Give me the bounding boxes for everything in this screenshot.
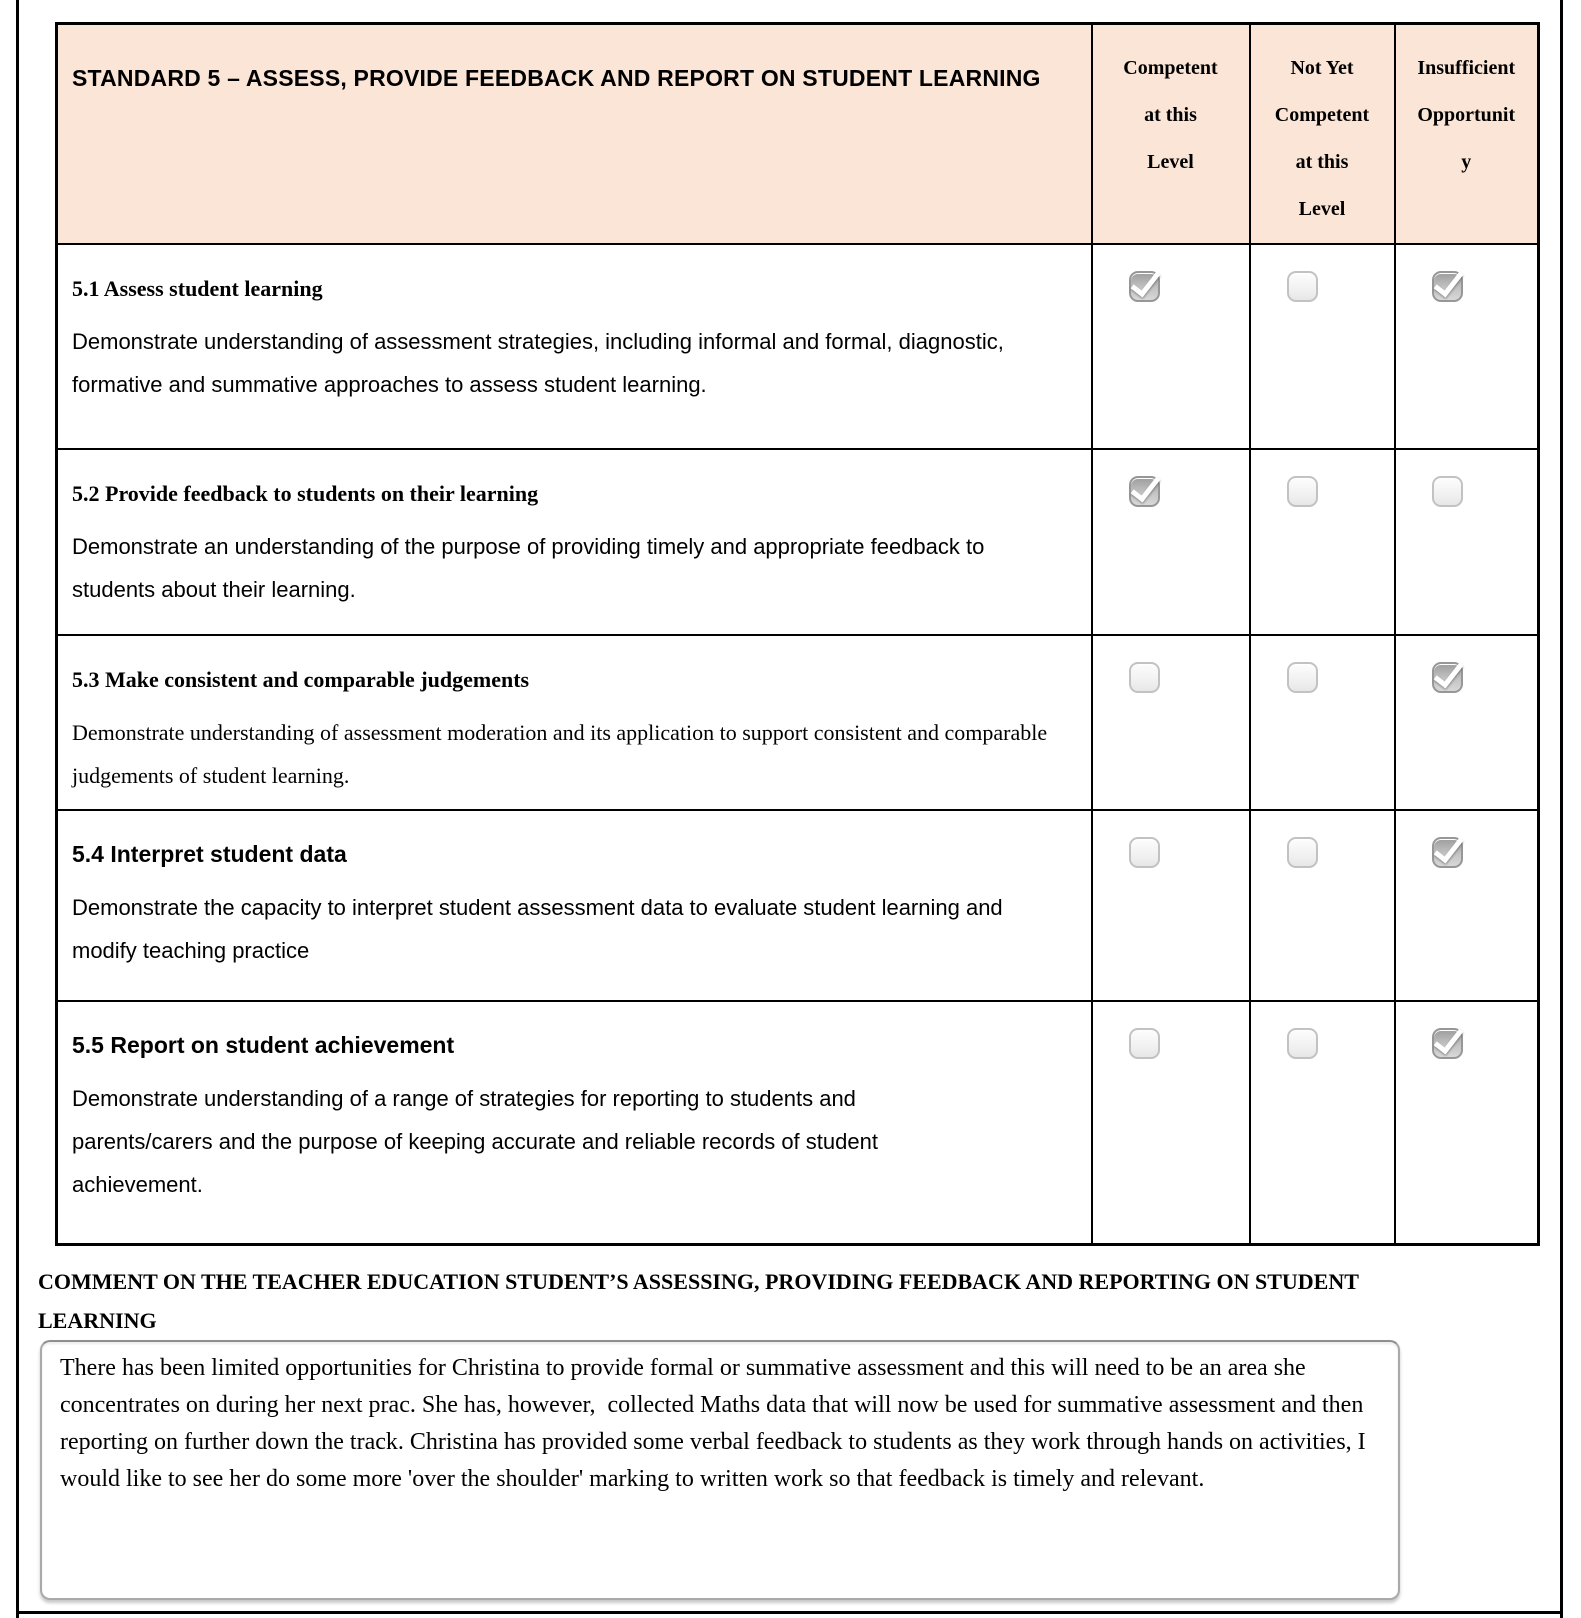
checkbox-insufficient-opportunity[interactable] bbox=[1432, 1028, 1463, 1059]
column-header-line: Competent bbox=[1274, 104, 1370, 126]
criterion-description: Demonstrate understanding of assessment strategies, including informal and formal, diagnostic, formative and summative approaches to assess student learning. bbox=[72, 328, 1004, 397]
column-header-line: Insufficient bbox=[1417, 57, 1516, 79]
column-header-not-yet-competent bbox=[1250, 24, 1395, 244]
checkbox-insufficient-opportunity[interactable] bbox=[1432, 837, 1463, 868]
column-header-line: Not Yet bbox=[1290, 57, 1354, 79]
column-header-line: Competent bbox=[1123, 57, 1218, 79]
criterion-title: 5.3 Make consistent and comparable judgements bbox=[72, 666, 530, 692]
criterion-description: Demonstrate understanding of assessment moderation and its application to support consistent and comparable judgements of student learning. bbox=[72, 719, 1048, 788]
page-edge-left bbox=[16, 0, 19, 1618]
criterion-description: Demonstrate understanding of a range of strategies for reporting to students and parents/carers and the purpose of keeping accurate and reliable records of student achievement. bbox=[72, 1085, 878, 1197]
checkbox-insufficient-opportunity[interactable] bbox=[1432, 476, 1463, 507]
column-header-line: at this bbox=[1295, 151, 1349, 173]
checkbox-not-yet-competent[interactable] bbox=[1287, 476, 1318, 507]
criterion-description: Demonstrate the capacity to interpret student assessment data to evaluate student learning and modify teaching practice bbox=[72, 894, 1003, 963]
standard5-rubric-table bbox=[55, 22, 1540, 1246]
table-row-5-1 bbox=[57, 244, 1539, 449]
table-title: STANDARD 5 – ASSESS, PROVIDE FEEDBACK AND REPORT ON STUDENT LEARNING bbox=[57, 24, 1092, 244]
comment-textarea[interactable]: There has been limited opportunities for Christina to provide formal or summative assessment and this will need to be an area she concentrates on during her next prac. She has, however, collected Maths data that will now be used for summative assessment and then reporting on further down the track. Christina has provided some verbal feedback to students as they work through hands on activities, I would like to see her do some more 'over the shoulder' marking to written work so that feedback is timely and relevant. bbox=[40, 1340, 1400, 1600]
checkbox-not-yet-competent[interactable] bbox=[1287, 837, 1318, 868]
checkbox-not-yet-competent[interactable] bbox=[1287, 1028, 1318, 1059]
checkbox-not-yet-competent[interactable] bbox=[1287, 271, 1318, 302]
criterion-title: 5.2 Provide feedback to students on their learning bbox=[72, 480, 539, 506]
column-header-competent bbox=[1092, 24, 1250, 244]
checkbox-competent[interactable] bbox=[1129, 476, 1160, 507]
checkbox-competent[interactable] bbox=[1129, 1028, 1160, 1059]
page-edge-right bbox=[1560, 0, 1563, 1618]
table-row-5-3 bbox=[57, 635, 1539, 810]
table-row-5-5 bbox=[57, 1001, 1539, 1245]
column-header-insufficient-opportunity bbox=[1395, 24, 1539, 244]
criterion-title: 5.5 Report on student achievement bbox=[72, 1031, 455, 1058]
column-header-line: at this bbox=[1144, 104, 1197, 126]
table-row-5-4 bbox=[57, 810, 1539, 1001]
column-header-line: y bbox=[1461, 151, 1472, 173]
table-row-5-2 bbox=[57, 449, 1539, 635]
criterion-description: Demonstrate an understanding of the purpose of providing timely and appropriate feedback to students about their learning. bbox=[72, 533, 985, 602]
page-bottom-rule bbox=[16, 1611, 1563, 1614]
checkbox-competent[interactable] bbox=[1129, 271, 1160, 302]
checkbox-competent[interactable] bbox=[1129, 662, 1160, 693]
criterion-title: 5.4 Interpret student data bbox=[72, 840, 347, 867]
column-header-line: Level bbox=[1298, 198, 1346, 220]
checkbox-not-yet-competent[interactable] bbox=[1287, 662, 1318, 693]
column-header-line: Opportunit bbox=[1417, 104, 1516, 126]
checkbox-competent[interactable] bbox=[1129, 837, 1160, 868]
comment-heading: COMMENT ON THE TEACHER EDUCATION STUDENT’S ASSESSING, PROVIDING FEEDBACK AND REPORTING ON STUDENT LEARNING bbox=[38, 1269, 1359, 1333]
column-header-line: Level bbox=[1147, 151, 1194, 173]
table-header-row bbox=[57, 24, 1539, 244]
checkbox-insufficient-opportunity[interactable] bbox=[1432, 662, 1463, 693]
criterion-title: 5.1 Assess student learning bbox=[72, 275, 323, 301]
checkbox-insufficient-opportunity[interactable] bbox=[1432, 271, 1463, 302]
